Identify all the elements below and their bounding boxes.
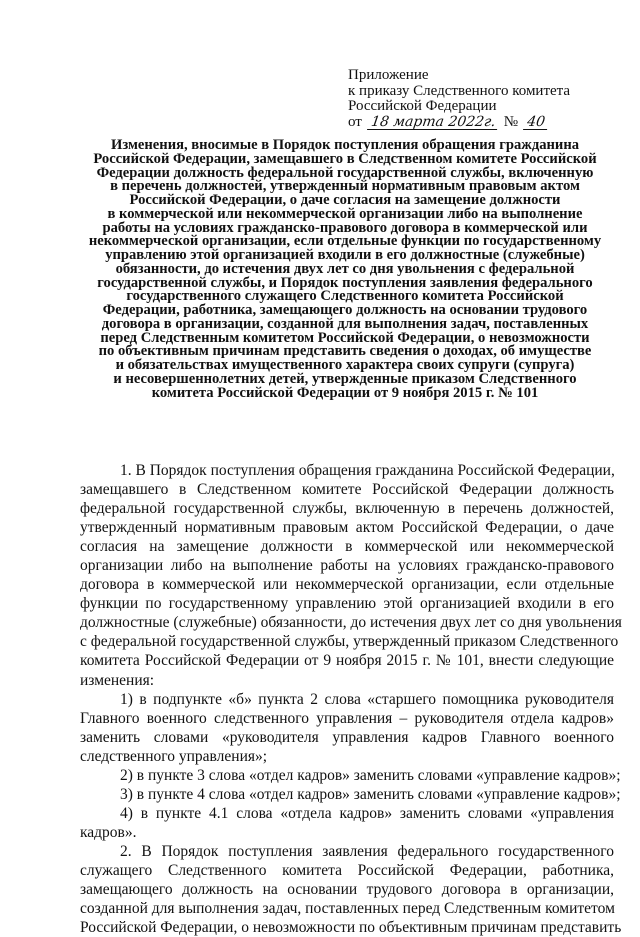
appendix-line-2: к приказу Следственного комитета <box>348 82 571 99</box>
from-label: от <box>348 113 362 130</box>
title-line: перед Следственным комитетом Российской Федерации, о невозможности <box>100 329 590 346</box>
body-text-line: замещавшего в Следственном комитете Российской Федерации должность <box>80 481 614 499</box>
appendix-header <box>348 68 618 130</box>
title-line: и несовершеннолетних детей, утвержденные приказом Следственного <box>113 370 577 387</box>
body-text-line: Главного военного следственного управления – руководителя отдела кадров» <box>80 709 614 727</box>
body-text-line: 3) в пункте 4 слова «отдел кадров» заменить словами «управление кадров»; <box>120 785 621 803</box>
title-line: в коммерческой или некоммерческой организации либо на выполнение <box>107 205 583 222</box>
title-line: управлению этой организацией входили в его должностные (служебные) <box>105 247 585 263</box>
body-text-line: замещающего должность на основании трудового договора в организации, <box>80 881 614 899</box>
appendix-line-1: Приложение <box>348 67 429 83</box>
handwritten-date: 18 марта 2022г. <box>367 116 499 130</box>
body-text-line: 2) в пункте 3 слова «отдел кадров» заменить словами «управление кадров»; <box>120 766 621 784</box>
body-text-line: утвержденный нормативным правовым актом Российской Федерации, о даче <box>80 519 614 537</box>
title-line: комитета Российской Федерации от 9 ноября 2015 г. № 101 <box>151 384 539 401</box>
appendix-line-3: Российской Федерации <box>348 98 497 114</box>
title-line: Федерации должность федеральной государственной службы, включенную <box>96 164 594 181</box>
body-text-line: 2. В Порядок поступления заявления федерального государственного <box>120 842 614 860</box>
body-text-line: договора в коммерческой или некоммерческой организации, если отдельные <box>80 576 614 594</box>
body-text-line: изменения: <box>80 671 155 689</box>
title-line: в перечень должностей, утвержденный нормативным правовым актом <box>110 178 580 195</box>
handwritten-number: 40 <box>523 116 549 130</box>
title-line: Федерации, работника, замещающего должность на основании трудового <box>102 302 588 318</box>
body-text-line: с федеральной государственной службы, утвержденный приказом Следственного <box>80 633 619 651</box>
title-line: работы на условиях гражданско-правового договора в коммерческой или <box>102 219 588 236</box>
body-text-line: согласия на замещение должности в коммерческой или некоммерческой <box>80 538 614 556</box>
title-line: Российской Федерации, о даче согласия на замещение должности <box>129 192 561 208</box>
title-line: Российской Федерации, замещавшего в Следственном комитете Российской <box>93 150 597 167</box>
document-body <box>80 461 622 937</box>
body-text-line: должностные (служебные) обязанности, до истечения двух лет со дня увольнения <box>80 614 622 632</box>
body-text-line: следственного управления»; <box>80 747 268 765</box>
body-text-line: кадров». <box>80 823 137 841</box>
appendix-date-line <box>348 115 618 131</box>
body-text-line: функции по государственному управлению этой организацией входили в его <box>80 595 614 613</box>
body-text-line: заменить словами «руководителя управления кадров Главного военного <box>80 728 614 746</box>
document-title <box>80 139 610 400</box>
title-line: Изменения, вносимые в Порядок поступления обращения гражданина <box>110 137 580 153</box>
title-line: и обязательствах имущественного характера своих супруги (супруга) <box>115 357 575 373</box>
body-text-line: служащего Следственного комитета Российской Федерации, работника, <box>80 861 614 879</box>
body-text-line: 4) в пункте 4.1 слова «отдела кадров» заменить словами «управления <box>120 804 614 822</box>
title-line: обязанности, до истечения двух лет со дня увольнения с федеральной <box>115 260 575 277</box>
title-line: государственного служащего Следственного комитета Российской <box>126 288 564 305</box>
body-text-line: 1) в подпункте «б» пункта 2 слова «старшего помощника руководителя <box>120 690 614 708</box>
body-text-line: 1. В Порядок поступления обращения гражданина Российской Федерации, <box>120 462 615 479</box>
title-line: некоммерческой организации, если отдельные функции по государственному <box>88 233 602 250</box>
title-line: государственной службы, и Порядок поступления заявления федерального <box>97 274 593 291</box>
number-label: № <box>503 113 519 130</box>
body-text-line: федеральной государственной службы, включенную в перечень должностей, <box>80 500 614 518</box>
body-text-line: организации либо на выполнение работы на условиях гражданско-правового <box>80 557 614 575</box>
title-line: по объективным причинам представить сведения о доходах, об имуществе <box>98 343 592 360</box>
title-line: договора в организации, созданной для выполнения задач, поставленных <box>101 315 589 332</box>
body-text-line: комитета Российской Федерации от 9 ноября 2015 г. № 101, внести следующие <box>80 652 614 670</box>
body-text-line: Российской Федерации, о невозможности по объективным причинам представить <box>80 919 622 937</box>
body-text-line: созданной для выполнения задач, поставленных перед Следственным комитетом <box>80 900 615 918</box>
